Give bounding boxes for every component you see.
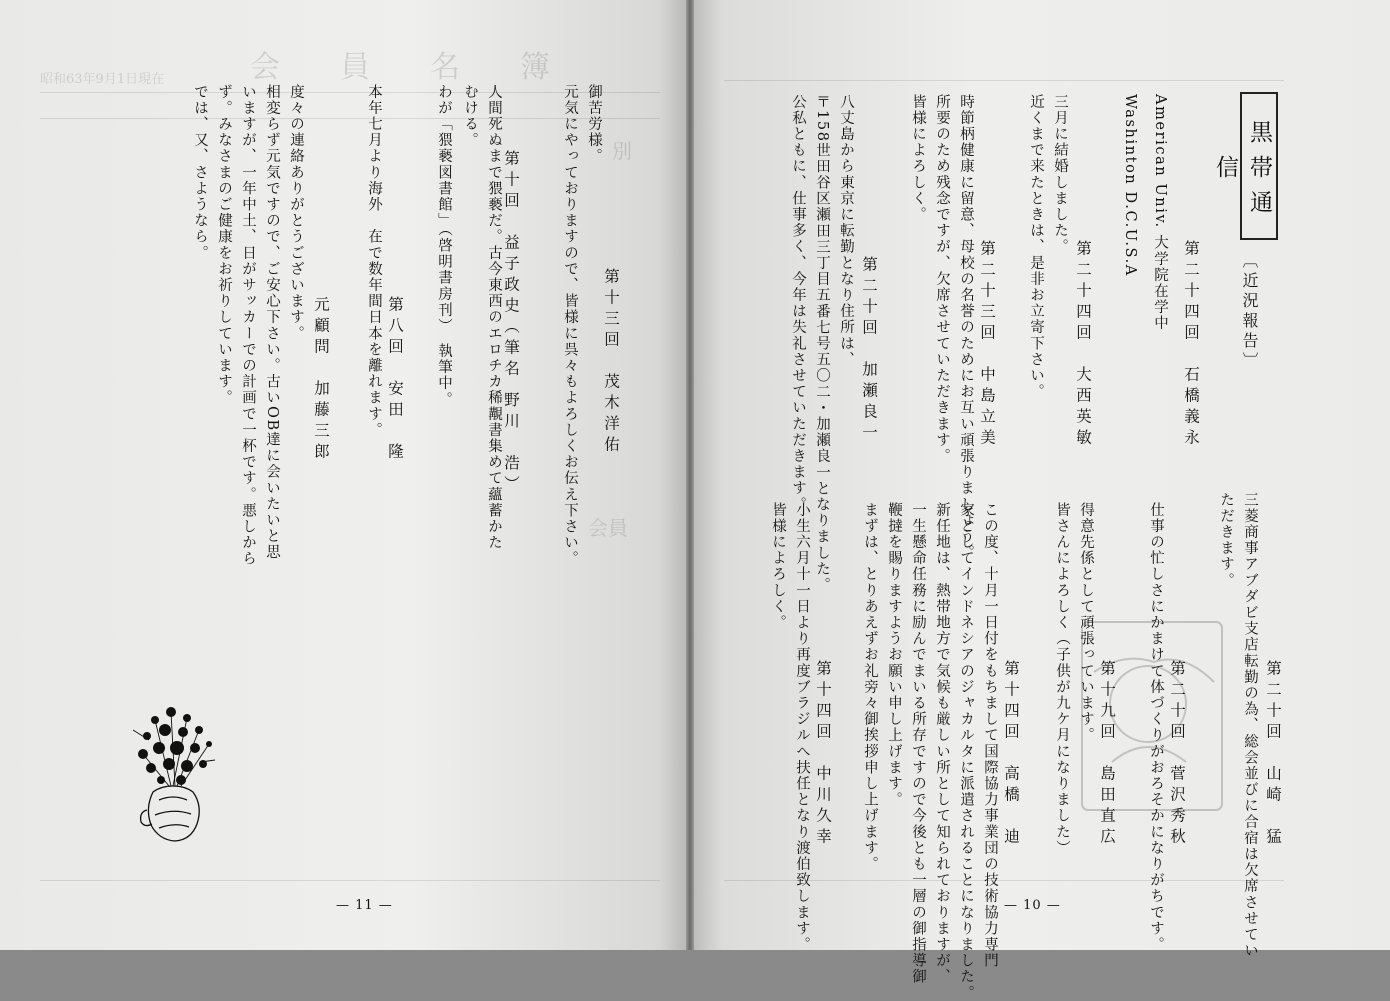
entry-nakajima-body-2: 皆様によろしく。 xyxy=(910,94,926,223)
page-number-right: — 10 — xyxy=(1004,898,1061,913)
left-page xyxy=(0,0,686,950)
entry-kato-body-3: ず。みなさまのご健康をお祈りしています。 xyxy=(216,84,232,406)
entry-masuko-body-0: 人間死ぬまで猥褻だ。古今東西のエロチカ稀覯書集めて蘊蓄かた xyxy=(486,84,502,551)
entry-onishi-body-1: 近くまで来たときは、是非お立寄下さい。 xyxy=(1028,94,1044,400)
entry-shimada-body-0: 得意先係として頑張っています。 xyxy=(1078,502,1094,744)
entry-nakagawa-header: 第十四回 中川久幸 xyxy=(814,660,832,849)
entry-yamazaki-header: 第二十回 山崎 猛 xyxy=(1264,660,1282,849)
page-number-left: — 11 — xyxy=(336,898,393,913)
entry-masuko-header: 第十回 益子政史（筆名 野川 浩） xyxy=(502,150,520,497)
bleed-date: 昭和63年9月1日現在 xyxy=(40,72,165,87)
entry-moki-body-1: 元気にやっておりますので、皆様に呉々もよろしくお伝え下さい。 xyxy=(562,84,578,567)
entry-kato-body-4: では、又、さようなら。 xyxy=(192,84,208,262)
entry-yasuda-header: 第八回 安田 隆 xyxy=(386,296,404,464)
newsletter-title: 黒帯通信 xyxy=(1240,92,1278,240)
entry-sugasawa-header: 第二十回 菅沢秀秋 xyxy=(1168,660,1186,849)
entry-ishibashi-body-0: American Univ. 大学院在学中 xyxy=(1152,94,1168,332)
entry-nakagawa-body-1: 皆様によろしく。 xyxy=(770,502,786,631)
entry-nakagawa-body-0: 小生六月十一日より再度ブラジルへ扶任となり渡伯致します。 xyxy=(794,502,810,953)
entry-ishibashi-body-1: Washinton D.C.U.S.A xyxy=(1122,94,1138,277)
entry-yamazaki-body-0: 三菱商事アブダビ支店転勤の為、総会並びに合宿は欠席させてい xyxy=(1242,492,1258,959)
entry-takahashi-body-4: 鞭撻を賜りますようお願い申し上げます。 xyxy=(886,502,902,808)
flower-vase-illustration xyxy=(125,700,225,850)
entry-nakajima-header: 第二十三回 中島立美 xyxy=(978,240,996,450)
entry-kato-body-2: いますが、一年中土、日がサッカーでの計画で一杯です。悪しから xyxy=(240,84,256,567)
entry-yamazaki-body-1: ただきます。 xyxy=(1218,492,1234,589)
entry-kase-body-2: 公私ともに、仕事多く、今年は失礼させていただきます。 xyxy=(790,94,806,513)
entry-shimada-body-1: 皆さんによろしく（子供が九ケ月になりました） xyxy=(1054,502,1070,857)
entry-kase-header: 第二十回 加瀬良一 xyxy=(860,256,878,445)
entry-moki-body-0: 御苦労様。 xyxy=(586,84,602,165)
entry-takahashi-body-2: 新任地は、熱帯地方で気候も厳しい所として知られておりますが、 xyxy=(934,502,950,985)
entry-kase-body-1: 〒158世田谷区瀬田三丁目五番七号五〇二・加瀬良一となりました。 xyxy=(814,94,830,594)
entry-kato-body-0: 度々の連絡ありがとうございます。 xyxy=(288,84,304,342)
entry-onishi-header: 第二十四回 大西英敏 xyxy=(1074,240,1092,450)
entry-yasuda-body-0: 本年七月より海外 在で数年間日本を離れます。 xyxy=(366,84,382,439)
entry-ishibashi-header: 第二十四回 石橋義永 xyxy=(1182,240,1200,450)
entry-takahashi-body-3: 一生懸命任務に励んでまいる所存ですので今後とも一層の御指導御 xyxy=(910,502,926,985)
entry-nakajima-body-1: 所要のため残念ですが、欠席させていただきます。 xyxy=(934,94,950,465)
entry-onishi-body-0: 三月に結婚しました。 xyxy=(1052,94,1068,255)
entry-takahashi-header: 第十四回 高橋 迪 xyxy=(1002,660,1020,849)
entry-moki-header: 第十三回 茂木洋佑 xyxy=(602,268,620,457)
bleed-label-1: 別 xyxy=(612,139,632,163)
entry-takahashi-body-0: この度、十月一日付をもちまして国際協力事業団の技術協力専門 xyxy=(982,502,998,969)
entry-nakajima-body-0: 時節柄健康に留意、母校の名誉のためにお互い頑張りましょう。 xyxy=(958,94,974,561)
bleed-title: 会員名簿 xyxy=(250,50,610,85)
entry-kase-body-0: 八丈島から東京に転勤となり住所は、 xyxy=(838,94,854,368)
entry-kato-body-1: 相変らず元気ですので、ご安心下さい。古いOB達に会いたいと思 xyxy=(264,84,280,561)
entry-shimada-header: 第十九回 島田直広 xyxy=(1098,660,1116,849)
entry-kato-header: 元顧問 加藤三郎 xyxy=(312,296,330,464)
entry-sugasawa-body-0: 仕事の忙しさにかまけて体づくりがおろそかになりがちです。 xyxy=(1148,502,1164,953)
entry-takahashi-body-5: まずは、とりあえずお礼旁々御挨拶申し上げます。 xyxy=(862,502,878,873)
entry-takahashi-body-1: 家としてインドネシアのジャカルタに派遣されることになりました。 xyxy=(958,502,974,1001)
entry-masuko-body-2: わが「猥褻図書館」（啓明書房刊） 執筆中。 xyxy=(436,84,452,408)
book-gutter xyxy=(686,0,694,950)
newsletter-subtitle: 〔近況報告〕 xyxy=(1240,252,1259,372)
bleed-label-2: 会員 xyxy=(588,516,628,540)
entry-masuko-body-1: むける。 xyxy=(462,84,478,149)
